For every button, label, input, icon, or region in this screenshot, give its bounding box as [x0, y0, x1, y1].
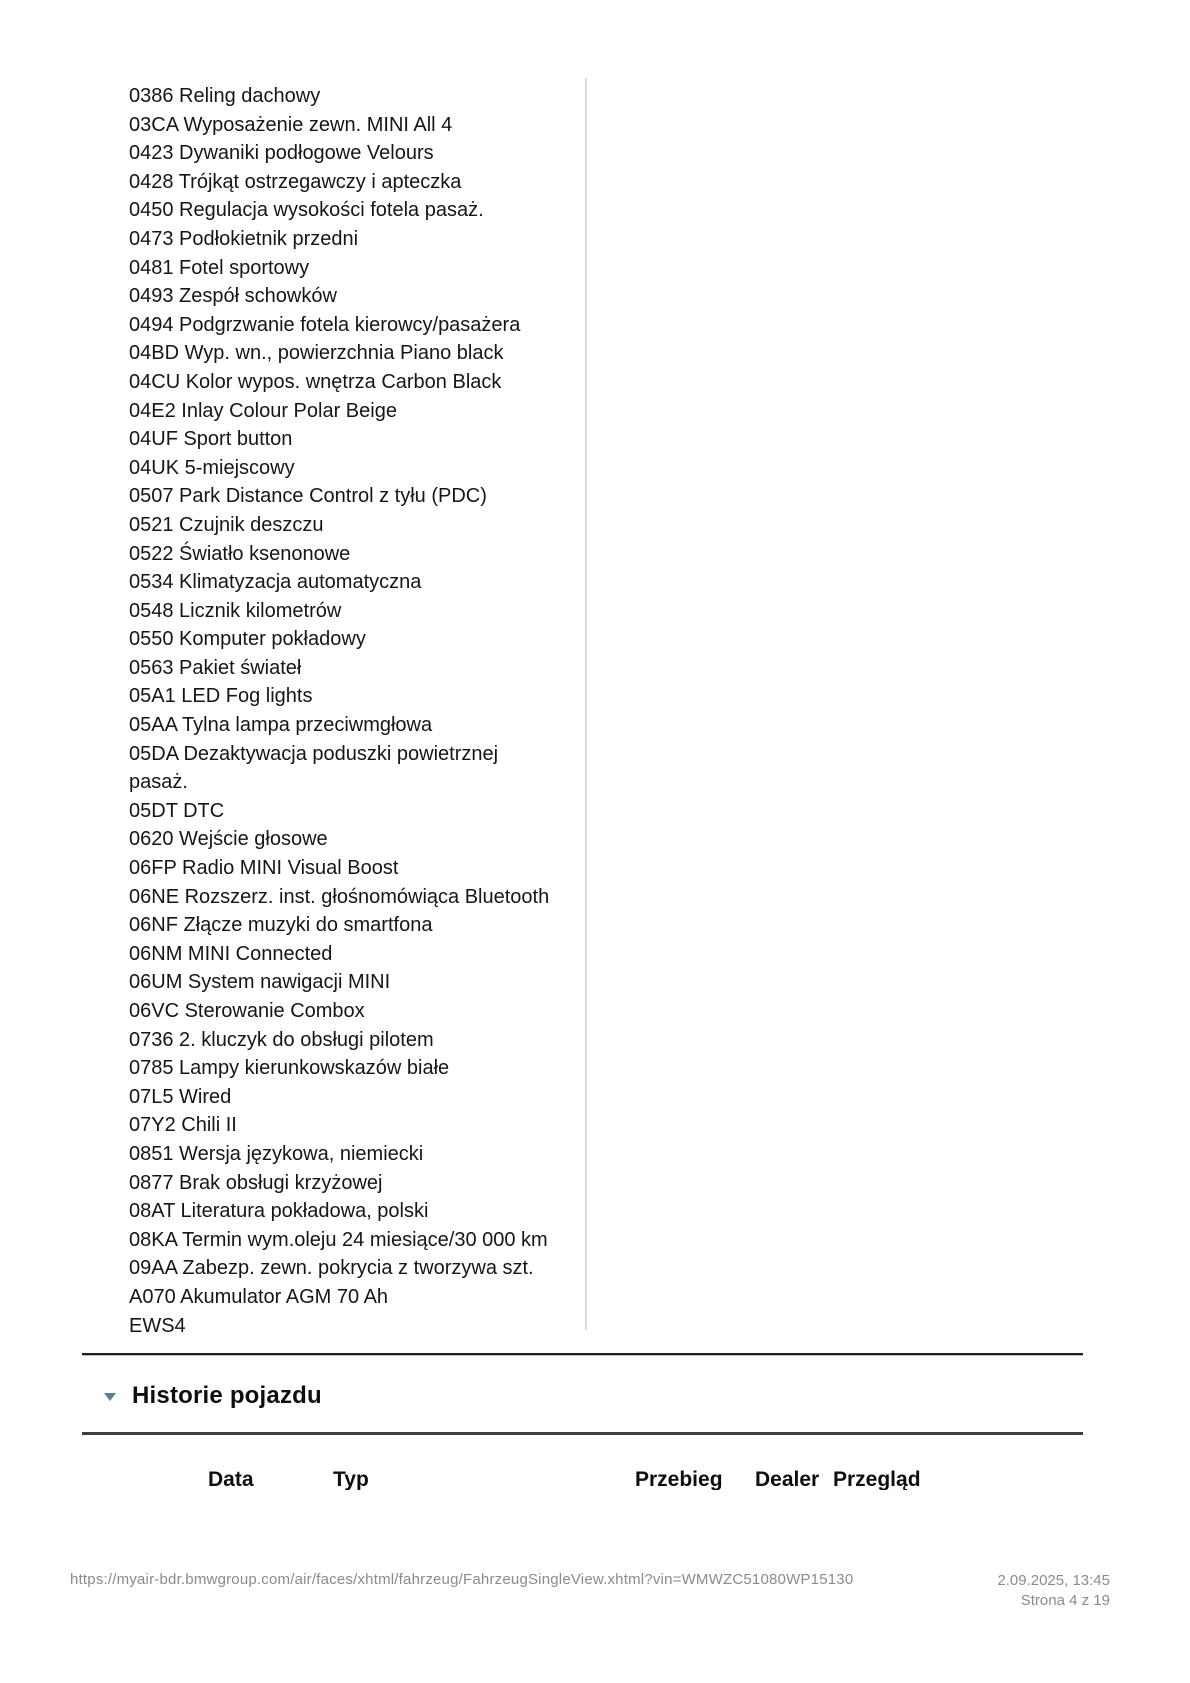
- column-divider: [585, 78, 587, 1330]
- equipment-line: 0481 Fotel sportowy: [129, 256, 310, 279]
- column-header-przeglad: Przegląd: [833, 1468, 921, 1490]
- equipment-line: 0494 Podgrzwanie fotela kierowcy/pasażera: [129, 313, 521, 336]
- vehicle-history-section-header[interactable]: [104, 1380, 322, 1412]
- equipment-line: 07L5 Wired: [129, 1085, 232, 1108]
- equipment-line: 0522 Światło ksenonowe: [129, 542, 351, 565]
- footer-source-url: https://myair-bdr.bmwgroup.com/air/faces/xhtml/fahrzeug/FahrzeugSingleView.xhtml?vin=WMWZC51080WP15130: [70, 1571, 854, 1588]
- equipment-line: 0620 Wejście głosowe: [129, 828, 328, 851]
- equipment-line: 04UF Sport button: [129, 428, 293, 451]
- equipment-line: 04UK 5-miejscowy: [129, 456, 295, 479]
- equipment-line: 0493 Zespół schowków: [129, 285, 337, 308]
- equipment-line: 0507 Park Distance Control z tyłu (PDC): [129, 485, 487, 508]
- equipment-list: [129, 82, 589, 1340]
- equipment-line: 04CU Kolor wypos. wnętrza Carbon Black: [129, 370, 502, 393]
- equipment-line: 0851 Wersja językowa, niemiecki: [129, 1142, 424, 1165]
- equipment-line: 0785 Lampy kierunkowskazów białe: [129, 1057, 450, 1080]
- equipment-line: 04E2 Inlay Colour Polar Beige: [129, 399, 397, 422]
- equipment-line: 0423 Dywaniki podłogowe Velours: [129, 142, 434, 165]
- equipment-line: 06VC Sterowanie Combox: [129, 1000, 365, 1022]
- equipment-line: pasaż.: [129, 771, 188, 794]
- triangle-down-icon[interactable]: [104, 1393, 116, 1401]
- equipment-line: 06FP Radio MINI Visual Boost: [129, 857, 399, 880]
- equipment-line: 0386 Reling dachowy: [129, 85, 321, 107]
- equipment-line: 05A1 LED Fog lights: [129, 685, 313, 708]
- equipment-line: 08KA Termin wym.oleju 24 miesiące/30 000 km: [129, 1228, 548, 1251]
- section-divider-top: [82, 1353, 1083, 1356]
- footer-meta: [997, 1571, 1110, 1611]
- equipment-line: 05AA Tylna lampa przeciwmgłowa: [129, 714, 433, 737]
- equipment-line: 0473 Podłokietnik przedni: [129, 227, 359, 250]
- column-header-data: Data: [208, 1468, 254, 1490]
- equipment-line: 04BD Wyp. wn., powierzchnia Piano black: [129, 342, 504, 365]
- equipment-line: 0428 Trójkąt ostrzegawczy i apteczka: [129, 170, 462, 193]
- column-header-typ: Typ: [333, 1468, 369, 1490]
- equipment-line: 0736 2. kluczyk do obsługi pilotem: [129, 1028, 434, 1051]
- equipment-line: 0534 Klimatyzacja automatyczna: [129, 571, 422, 594]
- equipment-line: 08AT Literatura pokładowa, polski: [129, 1200, 429, 1223]
- equipment-line: 0450 Regulacja wysokości fotela pasaż.: [129, 199, 484, 222]
- equipment-line: 06NM MINI Connected: [129, 942, 333, 965]
- section-title: Historie pojazdu: [132, 1382, 322, 1409]
- column-header-przebieg: Przebieg: [635, 1468, 723, 1490]
- equipment-line: 06UM System nawigacji MINI: [129, 971, 391, 994]
- equipment-line: 0521 Czujnik deszczu: [129, 513, 324, 536]
- equipment-line: 09AA Zabezp. zewn. pokrycia z tworzywa szt.: [129, 1257, 534, 1280]
- equipment-line: EWS4: [129, 1314, 186, 1337]
- equipment-line: 06NF Złącze muzyki do smartfona: [129, 914, 433, 937]
- equipment-line: 05DA Dezaktywacja poduszki powietrznej: [129, 742, 499, 765]
- equipment-line: 03CA Wyposażenie zewn. MINI All 4: [129, 113, 453, 136]
- section-divider-bottom: [82, 1432, 1083, 1435]
- column-header-dealer: Dealer: [755, 1468, 820, 1490]
- equipment-line: 0877 Brak obsługi krzyżowej: [129, 1171, 383, 1194]
- equipment-line: 0563 Pakiet świateł: [129, 656, 302, 679]
- equipment-line: 0550 Komputer pokładowy: [129, 628, 366, 651]
- footer-page-number: Strona 4 z 19: [1020, 1592, 1110, 1609]
- history-table-header-row: [0, 1468, 1190, 1490]
- equipment-line: 0548 Licznik kilometrów: [129, 599, 342, 622]
- equipment-line: 06NE Rozszerz. inst. głośnomówiąca Bluetooth: [129, 885, 550, 908]
- footer-datetime: 2.09.2025, 13:45: [997, 1572, 1110, 1589]
- equipment-line: A070 Akumulator AGM 70 Ah: [129, 1285, 389, 1308]
- equipment-line: 05DT DTC: [129, 799, 225, 822]
- equipment-line: 07Y2 Chili II: [129, 1114, 237, 1137]
